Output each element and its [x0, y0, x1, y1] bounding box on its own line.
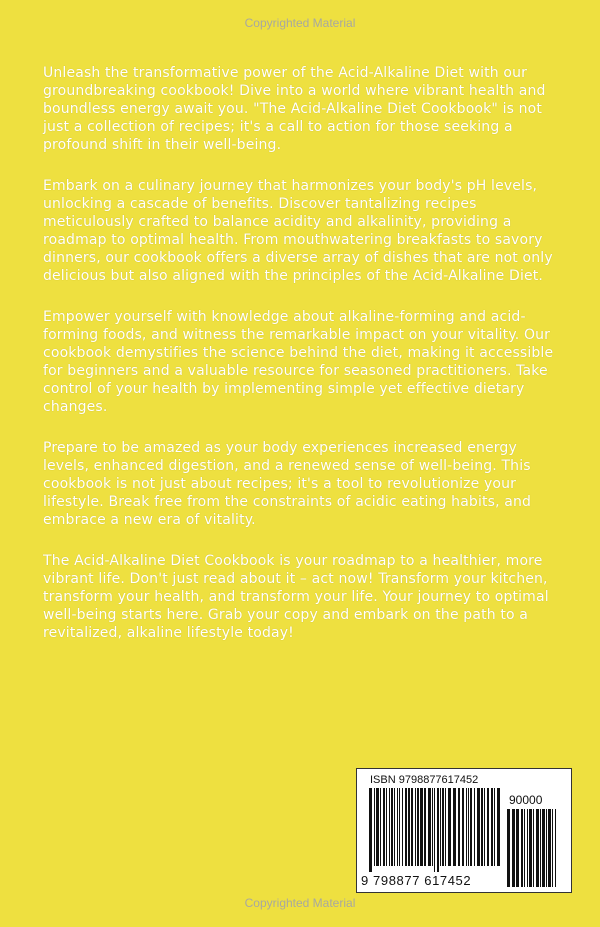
- barcode-bar: [494, 788, 495, 866]
- barcode-bar: [477, 788, 480, 866]
- barcode-bar: [497, 788, 500, 866]
- barcode-digits: 9 798877 617452: [361, 873, 472, 888]
- blurb-paragraph-2: Embark on a culinary journey that harmonizes your body's pH levels, unlocking a cascade of benefits. Discover tantalizing recipes meticulously crafted to balance acidity and alkalinity, providing a roadmap to optimal health. From mouthwatering breakfasts to savory dinners, our cookbook offers a diverse array of dishes that are not only delicious but also aligned with the principles of the Acid-Alkaline Diet.: [43, 178, 553, 284]
- price-code: 90000: [509, 793, 543, 807]
- barcode-bar: [442, 788, 444, 866]
- barcode-bar: [474, 788, 475, 866]
- barcode-bar: [405, 788, 407, 866]
- barcode-bar: [376, 788, 379, 866]
- barcode-bar: [484, 788, 485, 866]
- barcode-bar: [470, 788, 472, 866]
- barcode-bar: [394, 788, 395, 866]
- barcode-bar: [386, 788, 387, 866]
- barcode-bar: [468, 788, 469, 866]
- barcode-bar: [481, 788, 483, 866]
- barcode-bar: [434, 788, 435, 872]
- blurb-paragraph-5: The Acid-Alkaline Diet Cookbook is your roadmap to a healthier, more vibrant life. Don't just read about it – act now! Transform your kitchen, transform your health, and transform your life. Your journey to optimal well-being starts here. Grab your copy and embark on the path to a revitalized, alkaline lifestyle today!: [43, 553, 549, 641]
- barcode-bar: [529, 809, 532, 887]
- barcode-bar: [417, 788, 419, 866]
- barcode-bar: [458, 788, 460, 866]
- barcode-bar: [462, 788, 464, 866]
- barcode-bar: [552, 809, 553, 887]
- barcode-bar: [389, 788, 390, 866]
- blurb-paragraph-1: Unleash the transformative power of the Acid-Alkaline Diet with our groundbreaking cookbook! Dive into a world where vibrant health and boundless energy await you. "The Acid-Alkaline Diet Cookbook" is not just a collection of recipes; it's a call to action for those seeking a profound shift in their well-being.: [43, 65, 546, 153]
- barcode-bar: [507, 809, 510, 887]
- barcode-bar: [445, 788, 446, 866]
- barcode-bar: [487, 788, 489, 866]
- barcode-bar: [466, 788, 467, 866]
- barcode-bar: [391, 788, 393, 866]
- isbn-barcode-box: [356, 768, 572, 893]
- barcode-bar: [453, 788, 456, 866]
- barcode-bar: [380, 788, 381, 866]
- blurb-paragraph-4: Prepare to be amazed as your body experiences increased energy levels, enhanced digestion, and a renewed sense of well-being. This cookbook is not just about recipes; it's a tool to revolutionize your lifestyle. Break free from the constraints of acidic eating habits, and embrace a new era of vitality.: [43, 440, 532, 528]
- barcode-bar: [533, 809, 534, 887]
- barcode-bar: [408, 788, 410, 866]
- barcode-bar: [369, 788, 372, 872]
- barcode-bar: [540, 809, 541, 887]
- barcode-bar: [437, 788, 439, 872]
- barcode-bar: [397, 788, 398, 866]
- barcode-bar: [399, 788, 400, 866]
- ean13-barcode-graphic: [369, 788, 503, 872]
- barcode-bar: [415, 788, 416, 866]
- barcode-bar: [432, 788, 433, 866]
- barcode-bar: [411, 788, 413, 866]
- barcode-bar: [402, 788, 403, 866]
- barcode-bar: [527, 809, 528, 887]
- barcode-bar: [524, 809, 525, 887]
- barcode-bar: [546, 809, 547, 887]
- barcode-bar: [548, 809, 551, 887]
- isbn-label: ISBN 9798877617452: [370, 774, 479, 786]
- barcode-bar: [521, 809, 523, 887]
- barcode-bar: [512, 809, 515, 887]
- price-addon-barcode-graphic: [507, 809, 559, 887]
- barcode-bar: [374, 788, 375, 866]
- barcode-bar: [536, 809, 539, 887]
- barcode-bar: [428, 788, 431, 866]
- barcode-bar: [491, 788, 493, 866]
- copyright-watermark-bottom: Copyrighted Material: [244, 896, 356, 910]
- barcode-bar: [555, 809, 556, 887]
- blurb-paragraph-3: Empower yourself with knowledge about alkaline-forming and acid-forming foods, and witness the remarkable impact on your vitality. Our cookbook demystifies the science behind the diet, making it accessible for beginners and a valuable resource for seasoned practitioners. Take control of your health by implementing simple yet effective dietary changes.: [43, 309, 554, 415]
- barcode-bar: [424, 788, 426, 866]
- barcode-bar: [516, 809, 519, 887]
- barcode-bar: [440, 788, 441, 866]
- barcode-bar: [383, 788, 385, 866]
- barcode-bar: [420, 788, 423, 866]
- barcode-bar: [448, 788, 451, 866]
- back-cover-blurb: [43, 64, 563, 665]
- copyright-watermark-top: Copyrighted Material: [244, 16, 356, 30]
- barcode-bar: [542, 809, 545, 887]
